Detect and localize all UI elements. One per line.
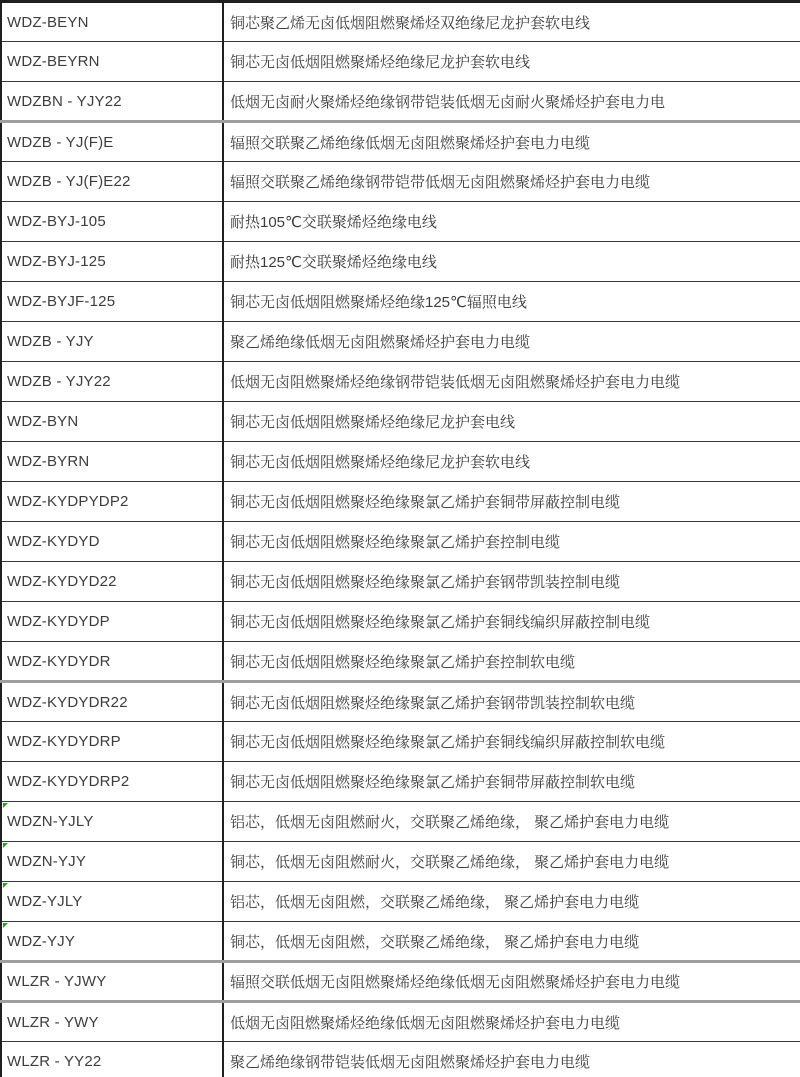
model-code: WDZ-BYJ-125 (7, 253, 106, 270)
model-cell (1, 802, 223, 842)
table-row (1, 562, 800, 602)
model-code: WLZR - YJWY (7, 973, 107, 990)
excel-error-triangle-icon (3, 923, 8, 928)
table-row (1, 802, 800, 842)
description-cell (223, 762, 800, 802)
table-row (1, 882, 800, 922)
table-row (1, 82, 800, 122)
model-code: WDZ-BEYRN (7, 53, 100, 70)
model-cell (1, 482, 223, 522)
model-code: WDZ-KYDPYDP2 (7, 493, 129, 510)
description-cell (223, 842, 800, 882)
model-cell (1, 842, 223, 882)
description-cell (223, 2, 800, 42)
model-code: WDZ-KYDYDRP (7, 733, 121, 750)
table-row (1, 242, 800, 282)
model-cell (1, 82, 223, 122)
model-cell (1, 882, 223, 922)
model-code: WDZ-BYJ-105 (7, 213, 106, 230)
model-cell (1, 922, 223, 962)
description-cell (223, 1042, 800, 1077)
description-text: 铜芯无卤低烟阻燃聚烃绝缘聚氯乙烯护套钢带凯装控制电缆 (230, 574, 621, 591)
model-cell (1, 682, 223, 722)
model-cell (1, 962, 223, 1002)
model-code: WDZ-YJLY (7, 893, 83, 910)
model-cell (1, 522, 223, 562)
description-text: 铜芯无卤低烟阻燃聚烯烃绝缘尼龙护套电线 (230, 414, 516, 431)
model-cell (1, 1042, 223, 1077)
description-cell (223, 922, 800, 962)
description-text: 铜芯无卤低烟阻燃聚烃绝缘聚氯乙烯护套铜带屏蔽控制软电缆 (230, 774, 636, 791)
table-body (1, 2, 800, 1077)
table-row (1, 642, 800, 682)
model-code: WDZB - YJ(F)E22 (7, 173, 131, 190)
description-cell (223, 882, 800, 922)
description-text: 低烟无卤耐火聚烯烃绝缘钢带铠装低烟无卤耐火聚烯烃护套电力电 (230, 93, 666, 111)
description-cell (223, 42, 800, 82)
model-cell (1, 562, 223, 602)
model-code: WDZ-KYDYD (7, 533, 100, 550)
description-cell (223, 402, 800, 442)
model-code: WDZ-KYDYD22 (7, 573, 117, 590)
model-code: WDZ-YJY (7, 932, 76, 950)
description-cell (223, 602, 800, 642)
description-text: 铜芯，低烟无卤阻燃耐火，交联聚乙烯绝缘， 聚乙烯护套电力电缆 (230, 854, 670, 871)
model-code: WDZ-BYN (7, 413, 79, 430)
description-text: 铜芯无卤低烟阻燃聚烃绝缘聚氯乙烯护套铜线编织屏蔽控制软电缆 (230, 734, 666, 751)
model-cell (1, 42, 223, 82)
model-code: WLZR - YWY (7, 1013, 99, 1031)
description-text: 辐照交联低烟无卤阻燃聚烯烃绝缘低烟无卤阻燃聚烯烃护套电力电缆 (230, 974, 681, 991)
model-code: WDZ-KYDYDR (7, 652, 111, 670)
description-cell (223, 242, 800, 282)
table-row (1, 922, 800, 962)
description-text: 铜芯无卤低烟阻燃聚烃绝缘聚氯乙烯护套控制电缆 (230, 534, 561, 551)
description-cell (223, 82, 800, 122)
excel-error-triangle-icon (3, 883, 8, 888)
description-text: 铜芯聚乙烯无卤低烟阻燃聚烯烃双绝缘尼龙护套软电线 (230, 14, 591, 32)
description-text: 铜芯无卤低烟阻燃聚烃绝缘聚氯乙烯护套铜线编织屏蔽控制电缆 (230, 614, 651, 631)
table-row (1, 362, 800, 402)
model-cell (1, 2, 223, 42)
table-row (1, 162, 800, 202)
table-row (1, 402, 800, 442)
model-cell (1, 402, 223, 442)
description-cell (223, 202, 800, 242)
description-text: 辐照交联聚乙烯绝缘低烟无卤阻燃聚烯烃护套电力电缆 (230, 134, 591, 152)
table-row (1, 1002, 800, 1042)
description-cell (223, 442, 800, 482)
model-cell (1, 322, 223, 362)
description-cell (223, 642, 800, 682)
description-cell (223, 962, 800, 1002)
description-text: 铜芯无卤低烟阻燃聚烯烃绝缘尼龙护套软电线 (230, 54, 531, 71)
description-cell (223, 322, 800, 362)
description-text: 耐热105℃交联聚烯烃绝缘电线 (230, 214, 437, 231)
description-cell (223, 802, 800, 842)
table-row (1, 522, 800, 562)
description-text: 铜芯，低烟无卤阻燃，交联聚乙烯绝缘， 聚乙烯护套电力电缆 (230, 933, 640, 951)
description-text: 辐照交联聚乙烯绝缘钢带铠带低烟无卤阻燃聚烯烃护套电力电缆 (230, 174, 651, 191)
model-cell (1, 762, 223, 802)
description-cell (223, 722, 800, 762)
description-text: 低烟无卤阻燃聚烯烃绝缘钢带铠装低烟无卤阻燃聚烯烃护套电力电缆 (230, 374, 681, 391)
table-row (1, 962, 800, 1002)
description-cell (223, 162, 800, 202)
model-cell (1, 1002, 223, 1042)
description-text: 聚乙烯绝缘钢带铠装低烟无卤阻燃聚烯烃护套电力电缆 (230, 1053, 591, 1071)
table-row (1, 482, 800, 522)
model-cell (1, 362, 223, 402)
table-row (1, 442, 800, 482)
description-cell (223, 482, 800, 522)
description-cell (223, 522, 800, 562)
model-code: WDZ-BYRN (7, 453, 90, 470)
table-row (1, 762, 800, 802)
excel-error-triangle-icon (3, 803, 8, 808)
excel-error-triangle-icon (3, 843, 8, 848)
description-cell (223, 282, 800, 322)
model-cell (1, 162, 223, 202)
model-cell (1, 602, 223, 642)
description-text: 耐热125℃交联聚烯烃绝缘电线 (230, 254, 437, 271)
description-cell (223, 1002, 800, 1042)
description-cell (223, 562, 800, 602)
model-code: WDZN-YJLY (7, 813, 94, 830)
model-code: WDZ-KYDYDR22 (7, 693, 128, 711)
model-code: WDZN-YJY (7, 853, 87, 870)
description-cell (223, 122, 800, 162)
model-cell (1, 282, 223, 322)
model-code: WDZB - YJ(F)E (7, 133, 114, 151)
table-row (1, 202, 800, 242)
table-row (1, 122, 800, 162)
model-code: WDZBN - YJY22 (7, 92, 122, 110)
model-code: WLZR - YY22 (7, 1052, 102, 1070)
description-text: 铜芯无卤低烟阻燃聚烯烃绝缘尼龙护套软电线 (230, 454, 531, 471)
model-code: WDZB - YJY (7, 333, 94, 350)
description-text: 铝芯，低烟无卤阻燃，交联聚乙烯绝缘， 聚乙烯护套电力电缆 (230, 894, 640, 911)
model-code: WDZ-BEYN (7, 13, 89, 31)
description-cell (223, 682, 800, 722)
model-cell (1, 442, 223, 482)
table-row (1, 1042, 800, 1077)
table-row (1, 682, 800, 722)
description-text: 铝芯，低烟无卤阻燃耐火，交联聚乙烯绝缘， 聚乙烯护套电力电缆 (230, 814, 670, 831)
model-cell (1, 122, 223, 162)
model-code: WDZ-BYJF-125 (7, 293, 116, 310)
model-cell (1, 202, 223, 242)
model-code: WDZ-KYDYDP (7, 613, 110, 630)
table-row (1, 842, 800, 882)
description-text: 铜芯无卤低烟阻燃聚烃绝缘聚氯乙烯护套钢带凯装控制软电缆 (230, 694, 636, 712)
table-row (1, 42, 800, 82)
model-cell (1, 722, 223, 762)
model-cell (1, 642, 223, 682)
table-row (1, 322, 800, 362)
model-code: WDZB - YJY22 (7, 373, 111, 390)
description-text: 铜芯无卤低烟阻燃聚烃绝缘聚氯乙烯护套铜带屏蔽控制电缆 (230, 494, 621, 511)
description-cell (223, 362, 800, 402)
table-row (1, 602, 800, 642)
table-row (1, 722, 800, 762)
description-text: 聚乙烯绝缘低烟无卤阻燃聚烯烃护套电力电缆 (230, 334, 531, 351)
table-row (1, 2, 800, 42)
description-text: 铜芯无卤低烟阻燃聚烃绝缘聚氯乙烯护套控制软电缆 (230, 653, 576, 671)
description-text: 低烟无卤阻燃聚烯烃绝缘低烟无卤阻燃聚烯烃护套电力电缆 (230, 1014, 621, 1032)
model-code: WDZ-KYDYDRP2 (7, 773, 130, 790)
model-cell (1, 242, 223, 282)
description-text: 铜芯无卤低烟阻燃聚烯烃绝缘125℃辐照电线 (230, 294, 527, 311)
table-row (1, 282, 800, 322)
